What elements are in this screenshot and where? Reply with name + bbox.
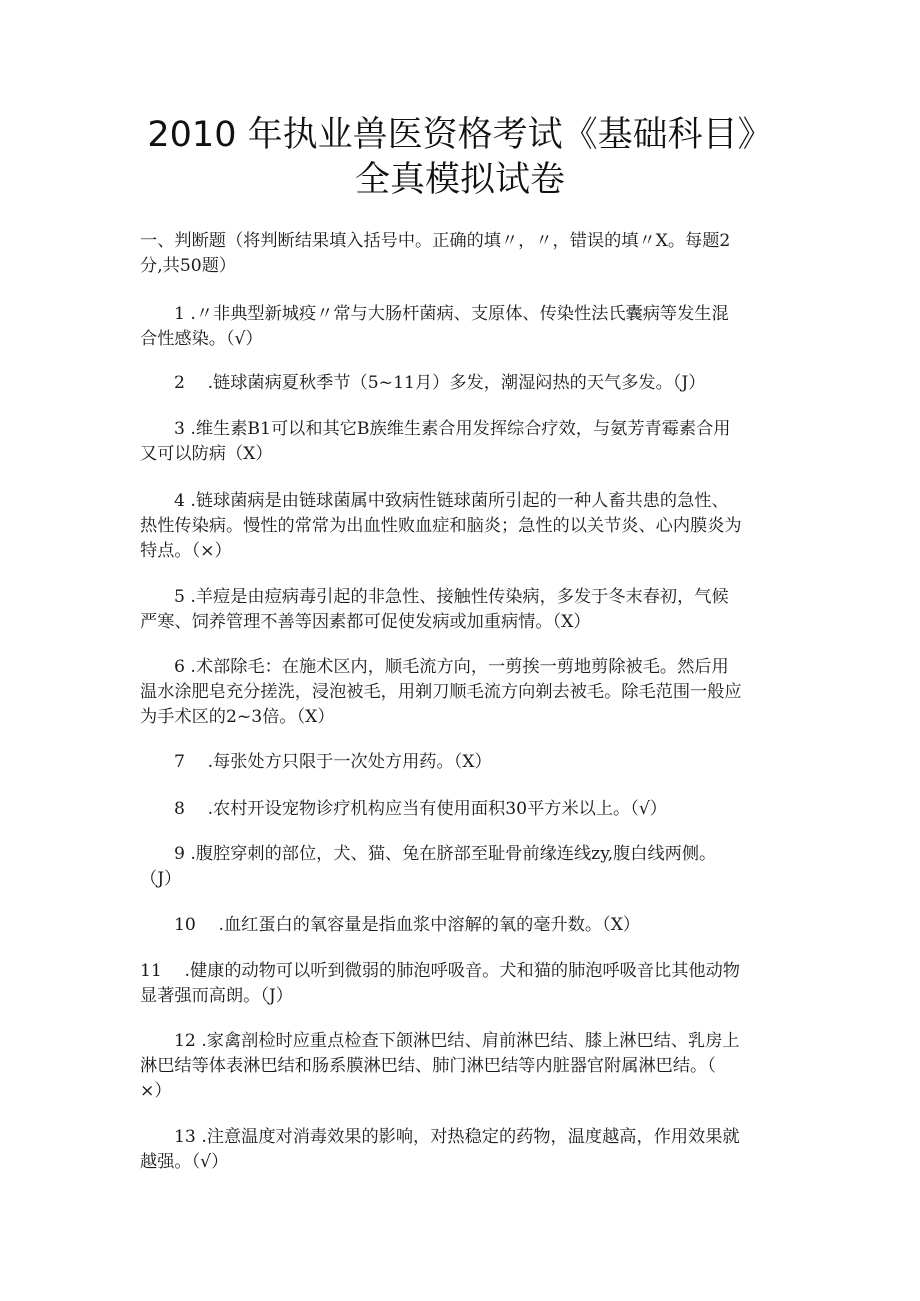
question-line: 又可以防病（X） bbox=[140, 444, 273, 464]
question-item-12 bbox=[140, 1029, 785, 1104]
question-item-5 bbox=[140, 585, 785, 635]
question-line: （J） bbox=[140, 869, 182, 889]
section-header bbox=[140, 229, 785, 279]
question-line: 温水涂肥皂充分搓洗，浸泡被毛，用剃刀顺毛流方向剃去被毛。除毛范围一般应 bbox=[140, 682, 742, 702]
question-line: 13 .注意温度对消毒效果的影响，对热稳定的药物，温度越高，作用效果就 bbox=[174, 1127, 740, 1147]
question-item-1 bbox=[140, 302, 785, 352]
question-line: 淋巴结等体表淋巴结和肠系膜淋巴结、肺门淋巴结等内脏器官附属淋巴结。（ bbox=[140, 1056, 716, 1076]
question-item-6 bbox=[140, 655, 785, 730]
question-item-8 bbox=[140, 797, 785, 822]
question-line: 热性传染病。慢性的常常为出血性败血症和脑炎；急性的以关节炎、心内膜炎为 bbox=[140, 516, 742, 536]
question-line: 6 .术部除毛：在施术区内，顺毛流方向，一剪挨一剪地剪除被毛。然后用 bbox=[174, 657, 729, 677]
question-item-2 bbox=[140, 371, 785, 396]
question-line: 8 .农村开设宠物诊疗机构应当有使用面积30平方米以上。（√） bbox=[174, 799, 667, 819]
question-line: 3 .维生素B1可以和其它B族维生素合用发挥综合疗效，与氨芳青霉素合用 bbox=[174, 419, 731, 439]
page-title-line-2: 全真模拟试卷 bbox=[354, 160, 565, 200]
question-line: 严寒、饲养管理不善等因素都可促使发病或加重病情。（X） bbox=[140, 612, 591, 632]
question-item-9 bbox=[140, 842, 785, 892]
question-line: 显著强而高朗。（J） bbox=[140, 986, 293, 1006]
question-item-13 bbox=[140, 1125, 785, 1175]
question-line: 越强。（√） bbox=[140, 1152, 229, 1172]
section-header-line: 一、判断题（将判断结果填入括号中。正确的填〃，〃，错误的填〃X。每题2 bbox=[140, 231, 731, 251]
question-item-4 bbox=[140, 489, 785, 564]
question-line: 10 .血红蛋白的氧容量是指血浆中溶解的氧的毫升数。（X） bbox=[174, 915, 641, 935]
question-item-3 bbox=[140, 417, 785, 467]
question-line: 2 .链球菌病夏秋季节（5~11月）多发，潮湿闷热的天气多发。（J） bbox=[174, 373, 706, 393]
question-line: 特点。（×） bbox=[140, 541, 232, 561]
page-title-line-1: 2010 年执业兽医资格考试《基础科目》 bbox=[147, 115, 773, 155]
section-header-line: 分,共50题） bbox=[140, 256, 237, 276]
question-line: 5 .羊痘是由痘病毒引起的非急性、接触性传染病，多发于冬末春初，气候 bbox=[174, 587, 729, 607]
question-line: 11 .健康的动物可以听到微弱的肺泡呼吸音。犬和猫的肺泡呼吸音比其他动物 bbox=[140, 961, 740, 981]
question-line: 9 .腹腔穿刺的部位，犬、猫、兔在脐部至耻骨前缘连线zy,腹白线两侧。 bbox=[174, 844, 717, 864]
question-item-10 bbox=[140, 913, 785, 938]
question-line: 7 .每张处方只限于一次处方用药。（X） bbox=[174, 752, 492, 772]
question-item-7 bbox=[140, 750, 785, 775]
question-line: 为手术区的2~3倍。（X） bbox=[140, 707, 335, 727]
question-line: ×） bbox=[140, 1081, 172, 1101]
question-line: 合性感染。（√） bbox=[140, 329, 263, 349]
question-line: 1 .〃非典型新城疫〃常与大肠杆菌病、支原体、传染性法氏囊病等发生混 bbox=[174, 304, 729, 324]
question-line: 12 .家禽剖检时应重点检查下颌淋巴结、肩前淋巴结、膝上淋巴结、乳房上 bbox=[174, 1031, 740, 1051]
question-item-11 bbox=[140, 959, 785, 1009]
question-line: 4 .链球菌病是由链球菌属中致病性链球菌所引起的一种人畜共患的急性、 bbox=[174, 491, 729, 511]
